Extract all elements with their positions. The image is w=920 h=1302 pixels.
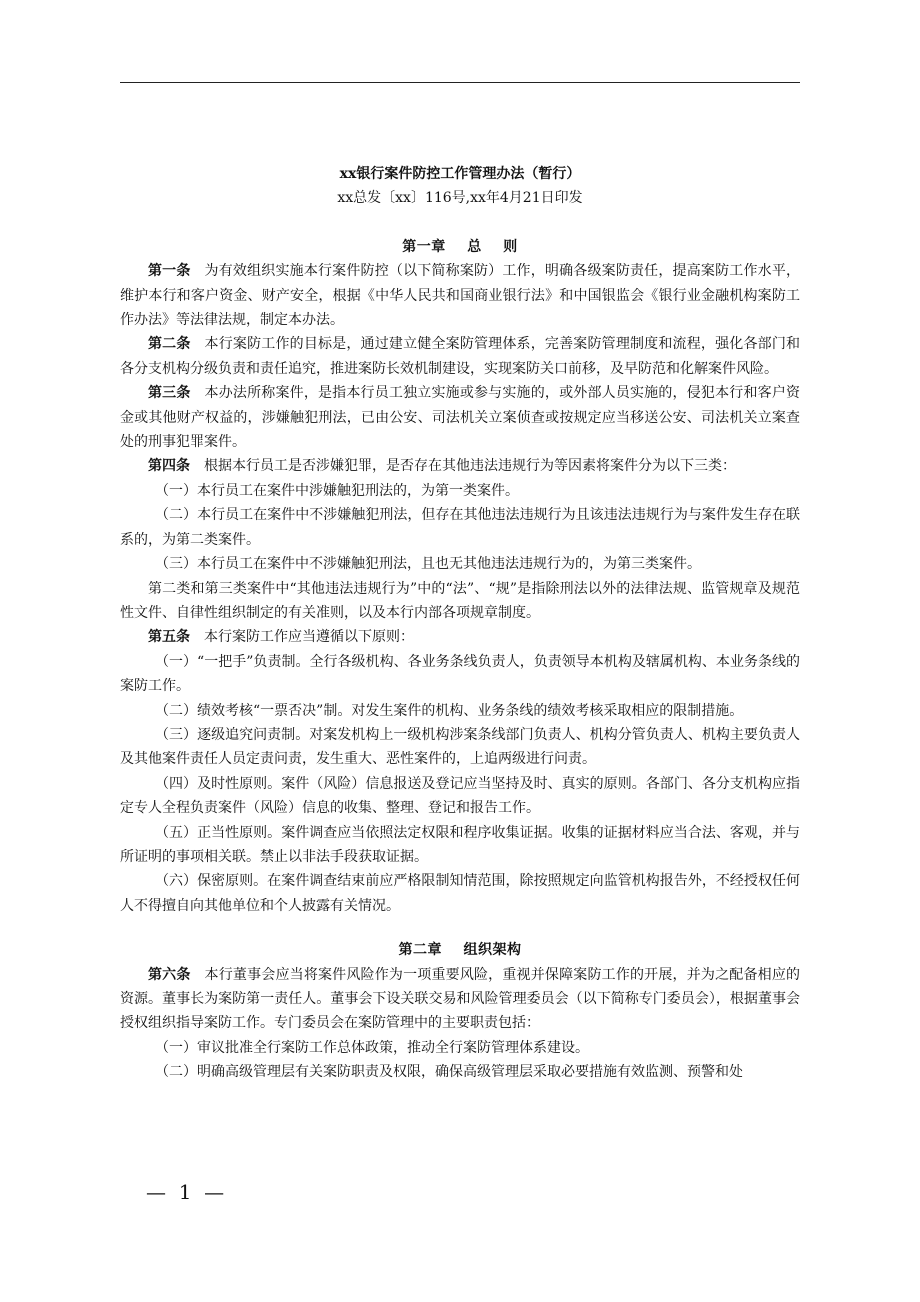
article-paragraph <box>120 381 800 454</box>
document-subtitle: xx总发〔xx〕116号,xx年4月21日印发 <box>337 190 583 207</box>
list-item: （二）本行员工在案件中不涉嫌触犯刑法，但存在其他违法违规行为且该违法违规行为与案件发生存在联系的，为第二类案件。 <box>120 507 800 548</box>
article-label: 第六条 <box>148 966 191 983</box>
page-number: — 1 — <box>146 1180 225 1204</box>
article-paragraph <box>120 625 800 649</box>
article-text: 根据本行员工是否涉嫌犯罪，是否存在其他违法违规行为等因素将案件分为以下三类： <box>204 458 736 475</box>
list-item: （一）“一把手”负责制。全行各级机构、各业务条线负责人，负责领导本机构及辖属机构、本业务条线的案防工作。 <box>120 653 800 695</box>
chapter-title: 第二章 组织架构 <box>398 942 522 959</box>
article-text: 为有效组织实施本行案件防控（以下简称案防）工作，明确各级案防责任，提高案防工作水平，维护本行和客户资金、财产安全，根据《中华人民共和国商业银行法》和中国银监会《银行业金融机构案防工作办法》等法律法规，制定本办法。 <box>120 263 800 329</box>
list-item: （二）明确高级管理层有关案防职责及权限，确保高级管理层采取必要措施有效监测、预警和处 <box>155 1064 743 1081</box>
chapter-title: 第一章 总 则 <box>402 238 518 255</box>
article-text: 本行案防工作的目标是，通过建立健全案防管理体系，完善案防管理制度和流程，强化各部门和各分支机构分级负责和责任追究，推进案防长效机制建设，实现案防关口前移，及早防范和化解案件风险。 <box>120 336 800 377</box>
article-paragraph <box>120 259 800 332</box>
document-title: xx银行案件防控工作管理办法（暂行） <box>339 166 581 182</box>
body-paragraph: 第二类和第三类案件中“其他违法违规行为”中的“法”、“规”是指除刑法以外的法律法规、监管规章及规范性文件、自律性组织制定的有关准则，以及本行内部各项规章制度。 <box>120 580 800 621</box>
article-label: 第三条 <box>148 385 191 402</box>
list-item: （一）审议批准全行案防工作总体政策，推动全行案防管理体系建设。 <box>155 1039 589 1056</box>
article-label: 第五条 <box>148 629 190 646</box>
list-item: （三）逐级追究问责制。对案发机构上一级机构涉案条线部门负责人、机构分管负责人、机构主要负责人及其他案件责任人员定责问责，发生重大、恶性案件的，上追两级进行问责。 <box>120 726 800 768</box>
article-label: 第二条 <box>148 336 191 353</box>
chapters <box>120 211 800 1085</box>
article-text: 本行董事会应当将案件风险作为一项重要风险，重视并保障案防工作的开展，并为之配备相应的资源。董事长为案防第一责任人。董事会下设关联交易和风险管理委员会（以下简称专门委员会），根据董事会授权组织指导案防工作。专门委员会在案防管理中的主要职责包括： <box>120 966 800 1032</box>
list-item: （四）及时性原则。案件（风险）信息报送及登记应当坚持及时、真实的原则。各部门、各分支机构应指定专人全程负责案件（风险）信息的收集、整理、登记和报告工作。 <box>120 775 800 817</box>
article-label: 第一条 <box>148 263 191 280</box>
list-item: （二）绩效考核“一票否决”制。对发生案件的机构、业务条线的绩效考核采取相应的限制措施。 <box>155 702 744 719</box>
article-paragraph <box>120 332 800 381</box>
article-paragraph <box>120 454 800 478</box>
list-item: （五）正当性原则。案件调查应当依照法定权限和程序收集证据。收集的证据材料应当合法、客观，并与所证明的事项相关联。禁止以非法手段获取证据。 <box>120 824 800 865</box>
article-text: 本行案防工作应当遵循以下原则： <box>204 629 414 646</box>
article-text: 本办法所称案件，是指本行员工独立实施或参与实施的，或外部人员实施的，侵犯本行和客户资金或其他财产权益的，涉嫌触犯刑法，已由公安、司法机关立案侦查或按规定应当移送公安、司法机关立案查处的刑事犯罪案件。 <box>120 385 800 451</box>
article-paragraph <box>120 963 800 1036</box>
document-body <box>120 162 800 1085</box>
list-item: （三）本行员工在案件中不涉嫌触犯刑法，且也无其他违法违规行为的，为第三类案件。 <box>155 556 701 573</box>
list-item: （一）本行员工在案件中涉嫌触犯刑法的，为第一类案件。 <box>155 482 519 499</box>
list-item: （六）保密原则。在案件调查结束前应严格限制知情范围，除按照规定向监管机构报告外，不经授权任何人不得擅自向其他单位和个人披露有关情况。 <box>120 873 800 914</box>
header-rule <box>120 82 800 83</box>
article-label: 第四条 <box>148 458 190 475</box>
